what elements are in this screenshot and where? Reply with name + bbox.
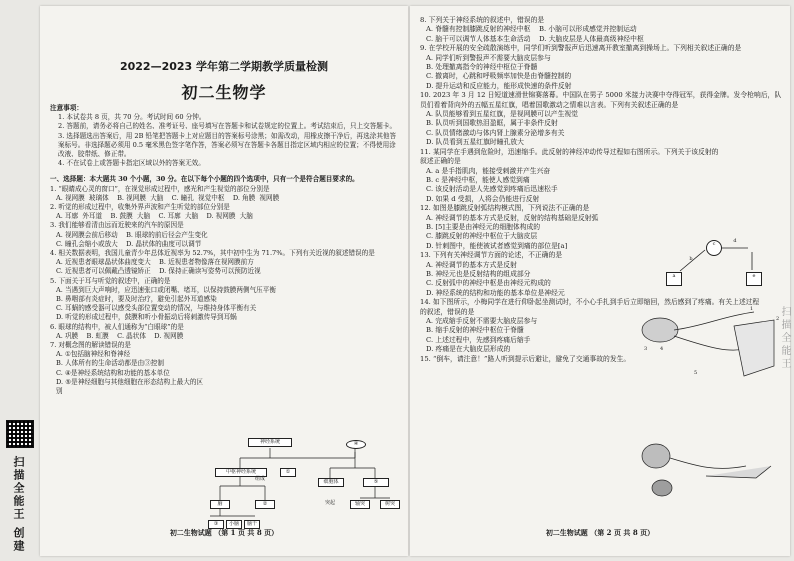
question-stem: 9. 在学校开展的安全疏散演练中，同学们听到警报声后迅速离开教室撤离到操场上。下列相关叙述正确的是 bbox=[420, 44, 742, 53]
question-stem: 15. “倒车，请注意！”路人听到提示后避让，避免了交通事故的发生。 bbox=[420, 354, 631, 363]
question-options: A. 神经调节的基本方式是反射，反射的结构基础是反射弧 B. [5]主要是由神经元的细胞体构成的 C. 膝跳反射的神经中枢位于大脑皮层 D. 针刺图中，能使被试者感觉到痛的部位是[a] bbox=[426, 213, 599, 250]
diagram-label-organ: 组成 bbox=[254, 476, 265, 482]
fig11-node-e: e bbox=[746, 272, 762, 286]
diagram-node-dendrite: 树突 bbox=[380, 500, 400, 509]
knee-reflex-figure bbox=[634, 306, 784, 390]
fig11-label-b: b bbox=[689, 256, 693, 262]
fig11-label-d: d bbox=[733, 238, 737, 244]
question-stem: 4. 相关数据表明，我国儿童青少年总体近视率为 52.7%，其中初中生为 71.7%。下列有关近视的叙述错误的是 bbox=[50, 249, 375, 258]
fig11-node-c: c bbox=[706, 240, 722, 256]
question-stem: 5. 下面关于耳与听觉的叙述中，正确的是 bbox=[50, 276, 171, 285]
fig12-label-3: 3 bbox=[644, 346, 648, 352]
note-1: 1. 本试卷共 8 页，共 70 分。考试时间 60 分钟。 bbox=[58, 113, 206, 122]
question-stem: 11. 某同学在手遇到危险时，迅速缩手。此反射的神经冲动传导过程如右图所示。下列关于该反射的叙述正确的是 bbox=[420, 147, 719, 166]
concept-diagram bbox=[210, 438, 400, 532]
question-options: A. 视网膜 玻璃体 B. 视网膜 大脑 C. 瞳孔 视觉中枢 D. 角膜 视网膜 bbox=[56, 193, 280, 202]
question-options: A. 当遇到巨大声响时，应迅速张口或闭嘴、堵耳，以保持鼓膜两侧气压平衡 B. 鼻咽部有炎症时，要及时治疗，避免引起外耳道感染 C. 耳蜗的感受器可以感受头部位置变动的情况，与维持身体平衡有关 D. 听觉的形成过程中，鼓膜和听小骨振动后将刺激传导到耳蜗 bbox=[56, 285, 276, 322]
question-stem: 12. 如图是膝跳反射弧结构模式图，下列说法不正确的是 bbox=[420, 204, 590, 213]
question-stem: 7. 对概念图的解读错误的是 bbox=[50, 341, 131, 350]
question-options: A. a 是手指肌肉，能接受刺激并产生兴奋 B. c 是神经中枢，能使人感觉到痛 C. 该反射活动是人先感觉到疼痛后迅速松手 D. 如果 d 受损，人将会仍能进行反射 bbox=[426, 166, 558, 203]
question-options: A. 队员能够看到五星红旗，是视网膜可以产生视觉 B. 队员听到国歌热泪盈眶，属于非条件反射 C. 队员情绪激动与体内肾上腺素分泌增多有关 D. 队员看到五星红旗时瞳孔放大 bbox=[426, 110, 578, 147]
question-stem: 8. 下列关于神经系统的叙述中，错误的是 bbox=[420, 16, 545, 24]
reflex-pathway-figure bbox=[660, 236, 770, 291]
fig12-label-4: 4 bbox=[660, 346, 664, 352]
scanner-watermark: 扫描全能王 bbox=[779, 306, 790, 371]
diagram-node-cerebellum: 小脑 bbox=[226, 520, 242, 529]
question-options: A. 巩膜 B. 虹膜 C. 晶状体 D. 视网膜 bbox=[56, 331, 184, 340]
diagram-node-2: ② bbox=[255, 500, 275, 509]
diagram-node-4: ④ bbox=[346, 440, 366, 449]
question-options: A. ①包括脑神经和脊神经 B. 人体所有的生命活动都是由③控制 C. ④是神经系统结构和功能的基本单位 D. ⑤是神经细胞与其他细胞在形态结构上最大的区别 bbox=[56, 350, 204, 396]
diagram-node-brain: 脑 bbox=[210, 500, 230, 509]
question-options: A. 脊髓有控制膝跳反射的神经中枢 B. 小脑可以形成感觉并控制运动 C. 脑干可以调节人体基本生命活动 D. 大脑皮层是人体最高级神经中枢 bbox=[426, 25, 644, 43]
question-stem: 1. “眼睛成心灵的窗口”，在视觉形成过程中，感光和产生视觉的部位分别是 bbox=[50, 184, 270, 193]
fig11-node-a: a bbox=[666, 272, 682, 286]
question-options: A. 神经调节的基本方式是反射 B. 神经元也是反射结构的组成部分 C. 反射弧中的神经中枢是由神经元构成的 D. 神经系统的结构和功能的基本单位是神经元 bbox=[426, 260, 565, 297]
diagram-node-nervous-system: 神经系统 bbox=[248, 438, 292, 447]
notes-title: 注意事项： bbox=[50, 104, 83, 112]
question-options: A. 视网膜会前后移动 B. 眼球的前后径会产生变化 C. 瞳孔会缩小或放大 D. 晶状体的曲度可以调节 bbox=[56, 230, 208, 248]
qr-code bbox=[6, 420, 34, 448]
page-1-footer: 初二生物试题 （第 1 页 共 8 页） bbox=[169, 528, 279, 537]
fig12-label-1: 1 bbox=[750, 306, 754, 312]
question-stem: 13. 下列有关神经调节方面的论述，不正确的是 bbox=[420, 251, 563, 260]
hand-prick-figure bbox=[636, 436, 786, 506]
diagram-node-cell-body: 细胞体 bbox=[318, 478, 344, 487]
question-options: A. 完成缩手反射不需要大脑皮层参与 B. 缩手反射的神经中枢位于脊髓 C. 上述过程中，先感到疼痛后缩手 D. 疼痛是在大脑皮层形成的 bbox=[426, 317, 538, 354]
fig12-label-5: 5 bbox=[694, 370, 698, 376]
exam-page-1 bbox=[40, 6, 408, 556]
note-4: 4. 不在试卷上或答题卡指定区域以外的答案无效。 bbox=[58, 159, 205, 168]
question-options: A. 近视患者眼球晶状体曲度变大 B. 近视患者物像落在视网膜前方 C. 近视患者可以佩戴凸透镜矫正 D. 保持正确读写姿势可以预防近视 bbox=[56, 258, 261, 276]
exam-subject-title: 初二生物学 bbox=[181, 83, 267, 102]
section-title: 一、选择题：本大题共 30 个小题，30 分。在以下每个小题的四个选项中，只有一个是符合题目要求的。 bbox=[50, 175, 359, 184]
exam-notes bbox=[50, 104, 400, 396]
exam-header: 2022—2023 学年第二学期教学质量检测 bbox=[119, 60, 329, 73]
fig12-label-2: 2 bbox=[776, 316, 780, 322]
diagram-node-3: ③ bbox=[208, 520, 224, 529]
diagram-node-5: ⑤ bbox=[363, 478, 389, 487]
question-stem: 10. 2023 年 3 月 12 日短道速滑世锦赛落幕。中国队在男子 5000 米接力决赛中夺得冠军，获得金牌。发令枪响后，队员们看着背向外的五幅五星红旗，唱着国歌激动之情难以言表。下列有关叙述正确的是 bbox=[420, 91, 782, 109]
hand-prick-illustration bbox=[636, 436, 786, 506]
note-3: 3. 选择题选出答案后，用 2B 铅笔把答题卡上对应题目的答案标号涂黑；如需改动，用橡皮擦干净后，再选涂其他答案标号。非选择题必须用 0.5 毫米黑色签字笔作答，答案必须写在答题卡各题目指定区域内相应的位置；不得使用涂改液、胶带纸、修正带。 bbox=[58, 131, 397, 159]
question-stem: 3. 我们能够看清由远而近驶来的汽车的原因是 bbox=[50, 221, 184, 230]
page-2-footer: 初二生物试题 （第 2 页 共 8 页） bbox=[545, 528, 655, 537]
diagram-node-brainstem: 脑干 bbox=[244, 520, 260, 529]
question-list bbox=[50, 185, 400, 397]
question-stem: 14. 如下图所示，小梅同学在进行仰卧起坐测试时，不小心手扎到手后立即缩回，然后感到了疼痛。有关上述过程的叙述，错误的是 bbox=[420, 298, 760, 316]
question-options: A. 耳廓 外耳道 B. 鼓膜 大脑 C. 耳廓 大脑 D. 视网膜 大脑 bbox=[56, 212, 253, 221]
knee-reflex-illustration bbox=[634, 306, 784, 390]
diagram-node-axon: 轴突 bbox=[350, 500, 370, 509]
question-stem: 2. 听觉的形成过程中，收集外界声波和产生听觉的部位分别是 bbox=[50, 203, 230, 212]
note-2: 2. 答题前，请务必将自己的姓名、准考证号、座号填写在答题卡和试卷规定的位置上。考试结束后，只上交答题卡。 bbox=[58, 122, 397, 131]
diagram-node-central: 中枢神经系统 bbox=[215, 468, 267, 477]
question-stem: 6. 眼球的结构中，被人们通称为“白眼球”的是 bbox=[50, 322, 184, 331]
scanner-side-text: 扫描全能王 创建 bbox=[12, 456, 25, 553]
question-options: A. 同学们听到警报声不需要大脑皮层参与 B. 处理撤离指令的神经中枢位于脊髓 C. 撤离时，心跳和呼吸频率加快是由脊髓控制的 D. 提升运动和反应能力，能形成快速的条件反射 bbox=[426, 53, 572, 90]
diagram-label-protrusion: 突起 bbox=[324, 500, 335, 506]
exam-page-2 bbox=[410, 6, 790, 556]
diagram-node-1: ① bbox=[280, 468, 296, 477]
